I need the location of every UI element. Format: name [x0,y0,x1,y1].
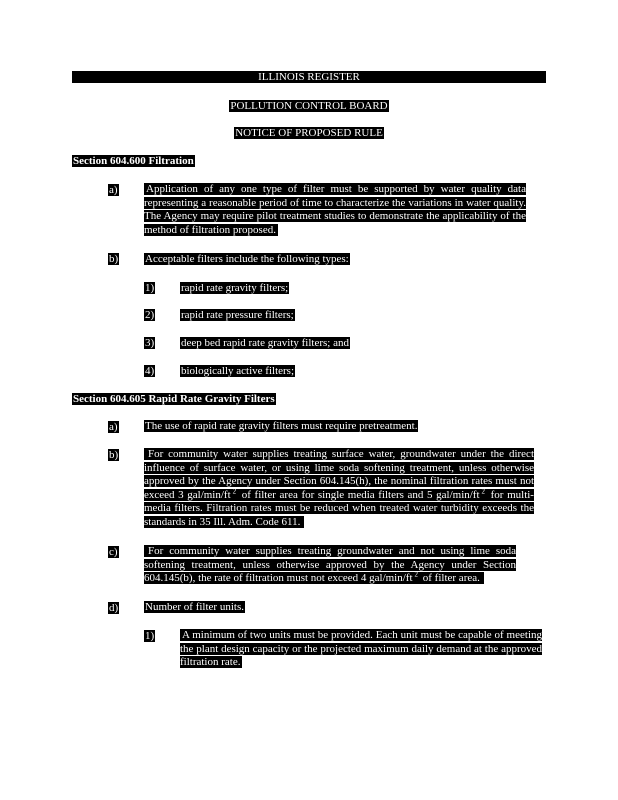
subitem-paragraph [180,629,542,670]
paragraph-b2 [144,448,534,529]
board-title [0,100,618,112]
text-part: of filter area for single media filters and 5 gal/min/ft [238,488,480,501]
subitem-label-text: 1) [145,282,155,294]
paragraph-text: Number of filter units. [145,601,244,613]
paragraph-text [144,448,534,528]
subitem-label-text: 1) [145,630,155,642]
paragraph-text: The use of rapid rate gravity filters must require pretreatment. [145,420,418,432]
item-label-text: a) [109,184,118,196]
board-title-text: POLLUTION CONTROL BOARD [230,100,388,112]
section-heading-text: Section 604.605 Rapid Rate Gravity Filters [73,393,275,405]
paragraph-c2 [144,545,516,586]
subitem-text [180,282,289,294]
subitem-label-text: 4) [145,365,155,377]
superscript: 2 [232,486,237,495]
item-label-text: c) [109,546,118,558]
subitem-text [180,309,295,321]
subitem-label [144,282,155,294]
subitem-text [180,337,350,349]
subitem-text-content: rapid rate pressure filters; [181,309,294,321]
paragraph-text: Acceptable filters include the following types: [145,253,349,265]
section-heading-604-600 [72,155,195,167]
item-label-text: d) [109,602,119,614]
item-label-text: b) [109,449,119,461]
section-heading-text: Section 604.600 Filtration [73,155,194,167]
paragraph-a2 [144,420,418,432]
paragraph-a [144,183,526,237]
text-part: For community water supplies treating surface water, groundwater under the direct influence of surface water, or using lime soda softening treatment, unless otherwise approved by the Agency under Section 604.145(h), the nominal filtration rates must not exceed 3 gal/min/ft [144,448,534,501]
section-heading-604-605 [72,393,276,405]
item-label [108,602,119,614]
subitem-label-text: 3) [145,337,155,349]
subitem-text-content: A minimum of two units must be provided. Each unit must be capable of meeting the plant design capacity or the projected maximum daily demand at the approved filtration rate. [180,629,542,668]
item-label [108,253,119,265]
subitem-text-content: rapid rate gravity filters; [181,282,289,294]
paragraph-d2 [144,601,245,613]
text-part: of filter area. [420,572,480,584]
subitem-text-content: biologically active filters; [181,365,295,377]
subitem-label-text: 2) [145,309,155,321]
notice-title [0,127,618,139]
item-label [108,546,119,558]
subitem-label [144,309,155,321]
paragraph-text [144,545,516,584]
item-label-text: a) [109,421,118,433]
subitem-text-content: deep bed rapid rate gravity filters; and [181,337,349,349]
paragraph-b [144,253,350,265]
subitem-text [180,365,295,377]
register-title-bar [72,71,546,83]
item-label [108,449,119,461]
subitem-label [144,337,155,349]
paragraph-text: Application of any one type of filter must be supported by water quality data representing a reasonable period of time to characterize the variations in water quality. The Agency may require pilot treatment studies to demonstrate the applicability of the method of filtration proposed. [144,183,526,236]
subitem-label [144,365,155,377]
item-label [108,184,119,196]
register-title: ILLINOIS REGISTER [258,71,360,83]
text-part: For community water supplies treating groundwater and not using lime soda softening treatment, unless otherwise approved by the Agency under Section 604.145(b), the rate of filtration must not exceed 4 gal/min/ft [144,545,516,584]
text-part: for multi-media filters. Filtration rates must be reduced when treated water turbidity exceeds the standards in 35 Ill. Adm. Code 611. [144,488,534,528]
item-label-text: b) [109,253,119,265]
superscript: 2 [481,486,486,495]
superscript: 2 [414,570,419,579]
notice-title-text: NOTICE OF PROPOSED RULE [235,127,383,139]
item-label [108,421,119,433]
subitem-label [144,630,155,642]
